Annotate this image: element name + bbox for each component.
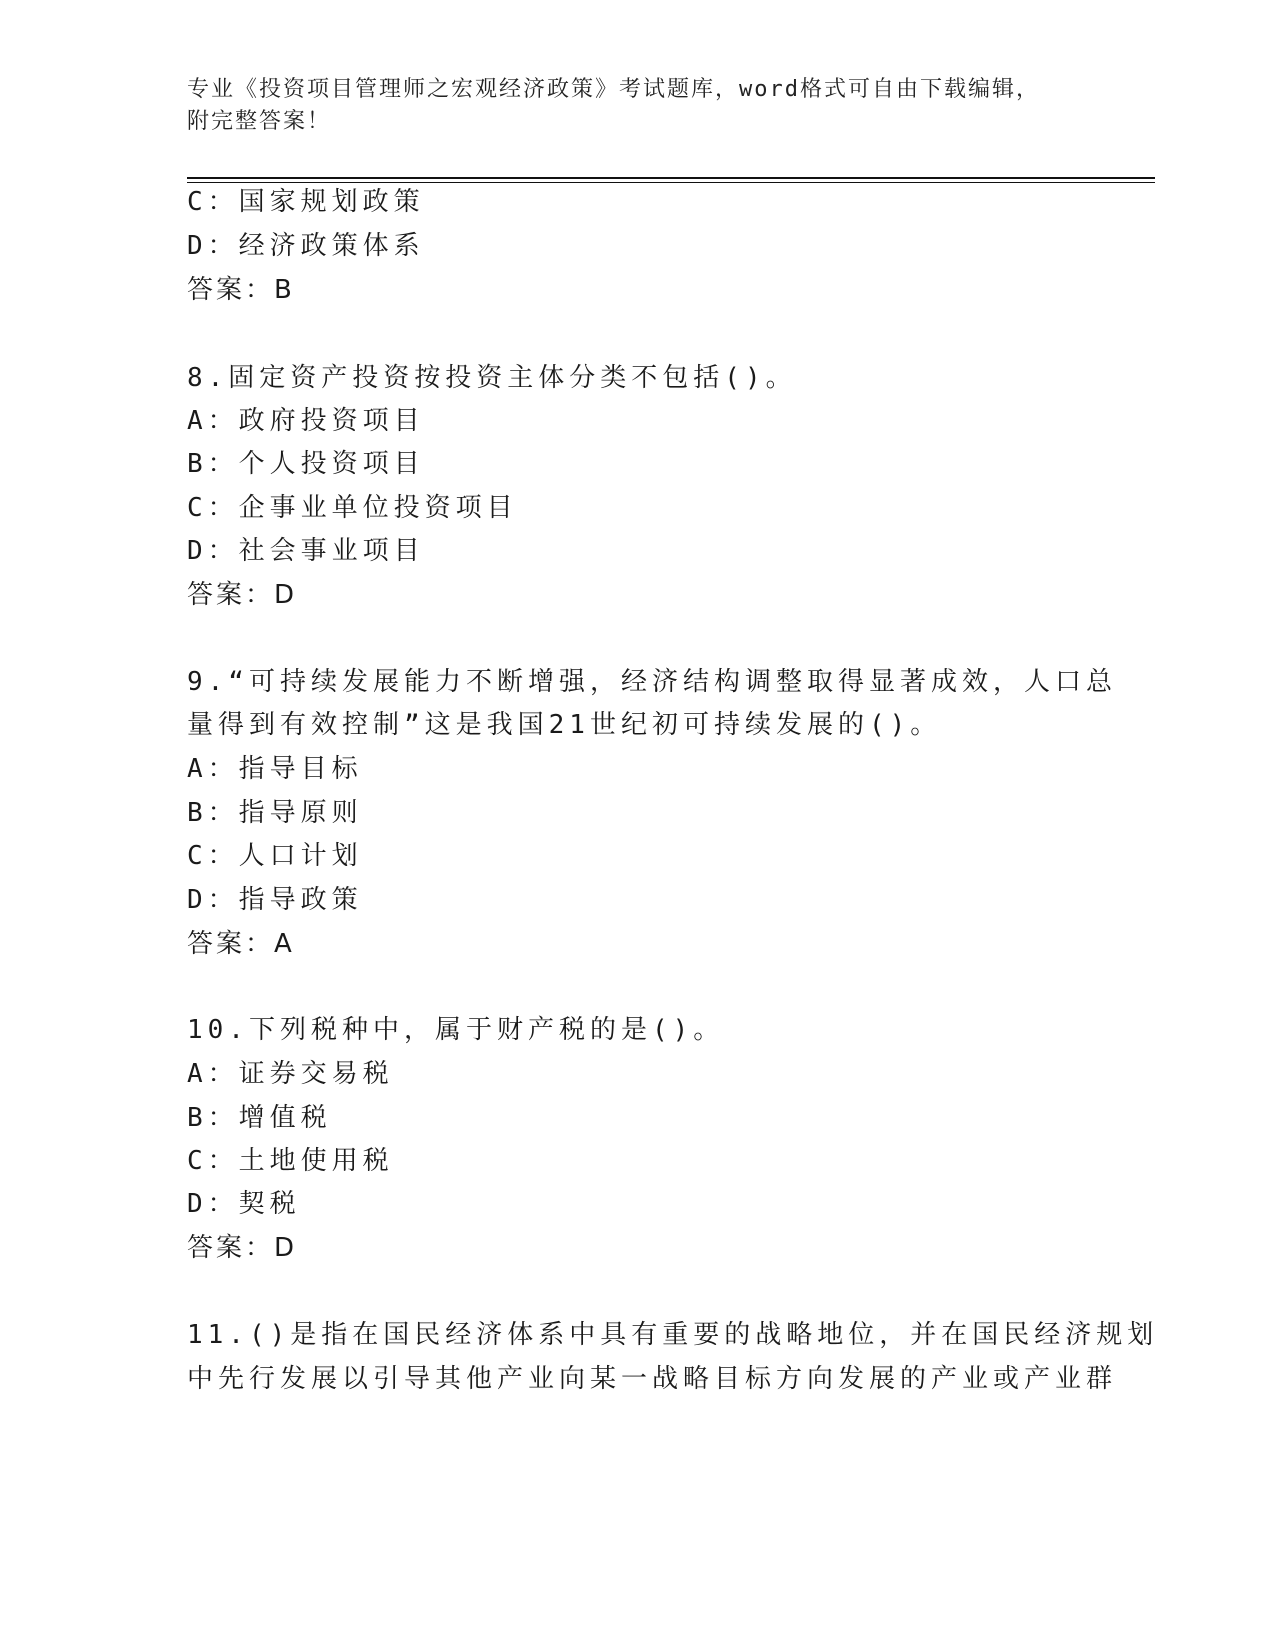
q9-option-b: B：指导原则 bbox=[187, 798, 363, 828]
header-divider-thick bbox=[187, 177, 1155, 179]
q11-question-line-1: 11.()是指在国民经济体系中具有重要的战略地位，并在国民经济规划 bbox=[187, 1320, 1159, 1350]
q7-option-c: C：国家规划政策 bbox=[187, 187, 425, 217]
q10-option-b: B：增值税 bbox=[187, 1103, 332, 1133]
document-header bbox=[187, 74, 1067, 138]
q8-option-a: A：政府投资项目 bbox=[187, 406, 425, 436]
q8-option-b: B：个人投资项目 bbox=[187, 449, 425, 479]
q7-option-d: D：经济政策体系 bbox=[187, 231, 425, 261]
q10-question: 10.下列税种中，属于财产税的是()。 bbox=[187, 1015, 725, 1045]
q9-question-line-1: 9.“可持续发展能力不断增强，经济结构调整取得显著成效，人口总 bbox=[187, 667, 1117, 697]
q7-answer: 答案：B bbox=[187, 275, 295, 305]
q9-option-c: C：人口计划 bbox=[187, 841, 363, 871]
q8-option-d: D：社会事业项目 bbox=[187, 536, 425, 566]
q10-option-c: C：土地使用税 bbox=[187, 1146, 394, 1176]
header-line-2: 附完整答案！ bbox=[187, 109, 332, 134]
q9-answer: 答案：A bbox=[187, 929, 295, 959]
q8-answer: 答案：D bbox=[187, 580, 298, 610]
header-line-1: 专业《投资项目管理师之宏观经济政策》考试题库，word格式可自由下载编辑， bbox=[187, 77, 1040, 102]
q10-option-a: A：证券交易税 bbox=[187, 1059, 394, 1089]
q10-answer: 答案：D bbox=[187, 1233, 298, 1263]
q10-option-d: D：契税 bbox=[187, 1189, 301, 1219]
q9-question-line-2: 量得到有效控制”这是我国21世纪初可持续发展的()。 bbox=[187, 710, 942, 740]
q9-option-a: A：指导目标 bbox=[187, 754, 363, 784]
header-divider-thin bbox=[187, 182, 1155, 183]
q9-option-d: D：指导政策 bbox=[187, 885, 363, 915]
q8-option-c: C：企事业单位投资项目 bbox=[187, 493, 518, 523]
q11-question-line-2: 中先行发展以引导其他产业向某一战略目标方向发展的产业或产业群 bbox=[187, 1364, 1118, 1394]
q8-question: 8.固定资产投资按投资主体分类不包括()。 bbox=[187, 363, 797, 393]
